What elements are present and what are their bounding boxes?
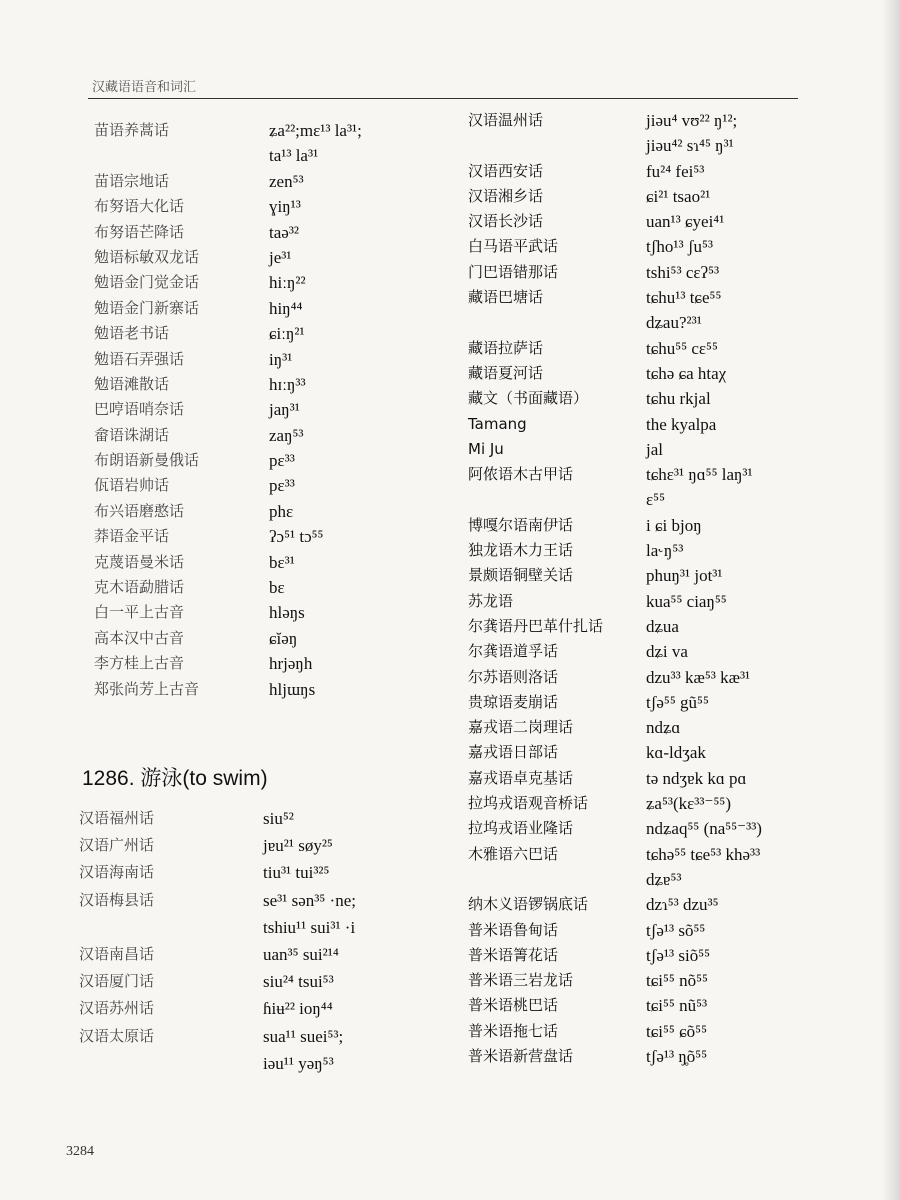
- phonetic-form: [269, 626, 297, 651]
- language-name: 郑张尚芳上古音: [94, 679, 200, 698]
- entry-row: [468, 184, 888, 209]
- entry-row: [468, 816, 888, 841]
- phonetic-form: [646, 513, 702, 538]
- entry-row: [94, 194, 434, 219]
- phonetic-form: [269, 473, 295, 498]
- entry-row: [468, 993, 888, 1018]
- phonetic-form-line: dʑi va: [646, 642, 688, 662]
- phonetic-form-line: tʃə¹³ siõ⁵⁵: [646, 945, 711, 965]
- phonetic-form: [646, 816, 762, 841]
- running-header-title: 汉藏语语音和词汇: [92, 80, 197, 95]
- phonetic-form: [269, 651, 312, 676]
- entry-row: [94, 524, 434, 549]
- phonetic-form: [269, 169, 304, 194]
- phonetic-form: [646, 740, 706, 765]
- entry-row: [94, 499, 434, 524]
- phonetic-form-line: tɕhə ɕa htaχ: [646, 363, 727, 383]
- phonetic-form: [269, 321, 305, 346]
- language-name: 尔龚语道孚话: [468, 642, 559, 661]
- phonetic-form: [646, 184, 710, 209]
- language-name: 汉语长沙话: [468, 212, 544, 231]
- language-name: 汉语西安话: [468, 161, 544, 180]
- phonetic-form: [269, 524, 324, 549]
- entry-row: [79, 859, 459, 886]
- language-name: 门巴语错那话: [468, 262, 559, 281]
- phonetic-form-line: tshiu¹¹ sui³¹ ·i: [263, 917, 356, 937]
- phonetic-form: [269, 118, 362, 169]
- entry-row: [94, 600, 434, 625]
- phonetic-form: [646, 993, 707, 1018]
- phonetic-form: [646, 159, 704, 184]
- phonetic-form-line: dzɿ⁵³ dzu³⁵: [646, 895, 719, 915]
- phonetic-form-line: hɪːŋ³³: [269, 374, 306, 394]
- phonetic-form-line: phɛ: [269, 501, 294, 521]
- section-heading: [82, 762, 268, 792]
- entry-row: [468, 918, 888, 943]
- entry-row: [468, 513, 888, 538]
- language-name: 拉坞戎语观音桥话: [468, 794, 589, 813]
- phonetic-form-line: tɕhu¹³ tɕe⁵⁵: [646, 288, 722, 308]
- entries-column-left-top: [94, 118, 434, 702]
- phonetic-form-line: bɛ³¹: [269, 552, 295, 572]
- phonetic-form-line: tɕi⁵⁵ nõ⁵⁵: [646, 971, 708, 991]
- phonetic-form: [269, 600, 305, 625]
- entry-row: [468, 209, 888, 234]
- entry-row: [468, 462, 888, 513]
- phonetic-form-line: ɦiʉ²² ioŋ⁴⁴: [263, 999, 333, 1019]
- language-name: 嘉戎语卓克基话: [468, 768, 574, 787]
- entry-row: [468, 766, 888, 791]
- phonetic-form-line: siu⁵²: [263, 809, 294, 828]
- entries-column-right: [468, 108, 888, 1069]
- phonetic-form: [263, 968, 334, 995]
- entry-row: [468, 715, 888, 740]
- language-name: 汉语梅县话: [79, 890, 155, 909]
- entry-row: [468, 1044, 888, 1069]
- phonetic-form: [646, 336, 718, 361]
- phonetic-form-line: ʑa²²;mɛ¹³ la³¹;: [269, 121, 362, 140]
- phonetic-form-line: taə³²: [269, 222, 300, 242]
- language-name: 苏龙语: [468, 591, 514, 610]
- phonetic-form-line: uan¹³ ɕyei⁴¹: [646, 212, 725, 232]
- entry-row: [79, 968, 459, 995]
- language-name: 佤语岩帅话: [94, 476, 170, 495]
- phonetic-form-line: hiŋ⁴⁴: [269, 298, 303, 318]
- entry-row: [468, 740, 888, 765]
- phonetic-form-line: the kyalpa: [646, 414, 717, 434]
- entry-row: [94, 270, 434, 295]
- phonetic-form: [269, 423, 304, 448]
- entry-row: [468, 665, 888, 690]
- phonetic-form-line: hləŋs: [269, 603, 305, 623]
- language-name: 克蔑语曼米话: [94, 552, 185, 571]
- phonetic-form: [269, 448, 295, 473]
- language-name: 藏语夏河话: [468, 363, 544, 382]
- entry-row: [468, 614, 888, 639]
- entry-row: [468, 437, 888, 462]
- phonetic-form-line: jɐu²¹ søy²⁵: [263, 836, 333, 856]
- phonetic-form: [646, 943, 710, 968]
- language-name: 汉语湘乡话: [468, 186, 544, 205]
- page-number: 3284: [66, 1144, 94, 1159]
- phonetic-form-line: dʑua: [646, 616, 679, 636]
- entry-row: [468, 361, 888, 386]
- phonetic-form-line: siu²⁴ tsui⁵³: [263, 972, 334, 992]
- language-name: 布努语芒降话: [94, 222, 185, 241]
- language-name: 高本汉中古音: [94, 628, 185, 647]
- phonetic-form-line: ndʑɑ: [646, 718, 681, 738]
- entry-row: [468, 842, 888, 893]
- phonetic-form: [269, 499, 293, 524]
- phonetic-form-line: zen⁵³: [269, 171, 304, 191]
- entry-row: [79, 941, 459, 968]
- section-number: 1286.: [82, 767, 135, 790]
- language-name: 汉语海南话: [79, 863, 155, 882]
- phonetic-form: [263, 832, 333, 859]
- entry-row: [468, 412, 888, 437]
- phonetic-form-line: ndʑaq⁵⁵ (na⁵⁵⁻³³): [646, 819, 762, 839]
- phonetic-form: [646, 791, 731, 816]
- language-name: 纳木义语锣锅底话: [468, 895, 589, 914]
- language-name: 汉语福州话: [79, 809, 155, 827]
- phonetic-form-line: fu²⁴ fei⁵³: [646, 161, 705, 181]
- entry-row: [468, 336, 888, 361]
- phonetic-form-line: tɕhu rkjal: [646, 389, 711, 409]
- phonetic-form-line: ɛ⁵⁵: [646, 490, 665, 510]
- phonetic-form: [269, 575, 285, 600]
- phonetic-form: [646, 842, 760, 893]
- language-name: 李方桂上古音: [94, 654, 185, 673]
- language-name: 阿侬语木古甲话: [468, 465, 574, 484]
- phonetic-form-line: tʃə¹³ sõ⁵⁵: [646, 920, 706, 940]
- language-name: 贵琼语麦崩话: [468, 692, 559, 711]
- entry-row: [468, 108, 888, 159]
- language-name: 博嘎尔语南伊话: [468, 515, 574, 534]
- phonetic-form: [263, 859, 329, 886]
- phonetic-form: [646, 766, 746, 791]
- phonetic-form-line: ta¹³ la³¹: [269, 146, 319, 166]
- phonetic-form-line: sua¹¹ suei⁵³;: [263, 1026, 344, 1046]
- phonetic-form-line: jiəu⁴² sɿ⁴⁵ ŋ³¹: [646, 136, 734, 156]
- phonetic-form-line: tɕi⁵⁵ ɕõ⁵⁵: [646, 1021, 707, 1041]
- phonetic-form: [646, 918, 705, 943]
- phonetic-form-line: ɕi²¹ tsao²¹: [646, 186, 711, 206]
- entry-row: [94, 423, 434, 448]
- entry-row: [79, 887, 459, 941]
- phonetic-form-line: tʃho¹³ ʃu⁵³: [646, 237, 714, 257]
- phonetic-form-line: uan³⁵ sui²¹⁴: [263, 944, 339, 964]
- phonetic-form: [269, 397, 300, 422]
- entry-row: [94, 321, 434, 346]
- language-name: 普米语箐花话: [468, 945, 559, 964]
- phonetic-form-line: hrjəŋh: [269, 654, 313, 674]
- phonetic-form-line: la˞ŋ⁵³: [646, 541, 684, 561]
- language-name: Mi Ju: [468, 439, 504, 458]
- entry-row: [468, 589, 888, 614]
- entry-row: [468, 943, 888, 968]
- language-name: 白一平上古音: [94, 603, 185, 622]
- phonetic-form: [263, 805, 294, 832]
- phonetic-form-line: iəu¹¹ yəŋ⁵³: [263, 1053, 334, 1073]
- phonetic-form: [263, 941, 339, 968]
- phonetic-form-line: hiːŋ²²: [269, 273, 306, 293]
- language-name: 藏语巴塘话: [468, 288, 544, 307]
- language-name: Tamang: [468, 414, 527, 433]
- entry-row: [468, 791, 888, 816]
- phonetic-form: [646, 462, 753, 513]
- phonetic-form-line: tɕi⁵⁵ nũ⁵³: [646, 996, 708, 1016]
- phonetic-form-line: dʑɐ⁵³: [646, 869, 682, 889]
- entry-row: [468, 538, 888, 563]
- phonetic-form: [646, 108, 737, 159]
- language-name: 汉语南昌话: [79, 944, 155, 963]
- language-name: 汉语厦门话: [79, 972, 155, 991]
- phonetic-form-line: tiu³¹ tui³²⁵: [263, 863, 330, 883]
- phonetic-form-line: tshi⁵³ cɛʔ⁵³: [646, 262, 720, 282]
- entry-row: [468, 386, 888, 411]
- language-name: 尔龚语丹巴革什扎话: [468, 616, 604, 635]
- entry-row: [94, 651, 434, 676]
- section-title: 游泳(to swim): [140, 767, 268, 790]
- phonetic-form-line: phuŋ³¹ jot³¹: [646, 566, 723, 586]
- phonetic-form-line: ɣiŋ¹³: [269, 197, 301, 217]
- phonetic-form: [646, 892, 719, 917]
- phonetic-form-line: jiəu⁴ vʊ²² ŋ¹²;: [646, 111, 738, 130]
- phonetic-form: [269, 296, 303, 321]
- entry-row: [79, 1023, 459, 1077]
- language-name: 尔苏语则洛话: [468, 667, 559, 686]
- entry-row: [94, 473, 434, 498]
- entry-row: [94, 118, 434, 169]
- phonetic-form: [269, 347, 292, 372]
- language-name: 普米语三岩龙话: [468, 971, 574, 990]
- entry-row: [94, 397, 434, 422]
- phonetic-form: [646, 1019, 707, 1044]
- phonetic-form-line: jaŋ³¹: [269, 400, 300, 420]
- entry-row: [79, 832, 459, 859]
- running-header: [88, 76, 798, 99]
- entry-row: [94, 220, 434, 245]
- phonetic-form-line: tɕhə⁵⁵ tɕe⁵³ khə³³: [646, 844, 761, 864]
- phonetic-form-line: kua⁵⁵ ciaŋ⁵⁵: [646, 591, 727, 611]
- phonetic-form: [646, 234, 713, 259]
- language-name: 普米语桃巴话: [468, 996, 559, 1015]
- language-name: 白马语平武话: [468, 237, 559, 256]
- phonetic-form: [269, 677, 315, 702]
- phonetic-form-line: bɛ: [269, 578, 285, 598]
- phonetic-form-line: tʃə¹³ ŋ̥õ⁵⁵: [646, 1046, 708, 1066]
- entry-row: [94, 372, 434, 397]
- language-name: 勉语滩散话: [94, 374, 170, 393]
- phonetic-form-line: pɛ³³: [269, 451, 295, 471]
- language-name: 汉语苏州话: [79, 999, 155, 1018]
- phonetic-form: [646, 589, 727, 614]
- entry-row: [468, 285, 888, 336]
- phonetic-form: [646, 386, 711, 411]
- entry-row: [94, 169, 434, 194]
- language-name: 拉坞戎语业隆话: [468, 819, 574, 838]
- phonetic-form: [646, 538, 683, 563]
- entry-row: [94, 245, 434, 270]
- language-name: 嘉戎语二岗理话: [468, 718, 574, 737]
- phonetic-form-line: je³¹: [269, 247, 292, 267]
- language-name: 藏语拉萨话: [468, 338, 544, 357]
- language-name: 克木语勐腊话: [94, 578, 185, 597]
- entry-row: [468, 968, 888, 993]
- phonetic-form: [646, 690, 709, 715]
- phonetic-form: [269, 245, 291, 270]
- entry-row: [468, 159, 888, 184]
- phonetic-form: [646, 968, 708, 993]
- entry-row: [468, 892, 888, 917]
- phonetic-form: [263, 995, 333, 1022]
- phonetic-form-line: ʑa⁵³(kɛ³³⁻⁵⁵): [646, 794, 731, 814]
- phonetic-form: [646, 285, 721, 336]
- language-name: 勉语金门新寨话: [94, 298, 200, 317]
- language-name: 汉语太原话: [79, 1026, 155, 1045]
- language-name: 普米语新营盘话: [468, 1046, 574, 1065]
- entry-row: [94, 296, 434, 321]
- entry-row: [468, 639, 888, 664]
- language-name: 勉语金门觉金话: [94, 273, 200, 292]
- phonetic-form-line: jal: [646, 439, 663, 459]
- phonetic-form: [263, 1023, 343, 1077]
- phonetic-form: [646, 437, 663, 462]
- entry-row: [94, 347, 434, 372]
- phonetic-form-line: tʃə⁵⁵ gũ⁵⁵: [646, 692, 709, 712]
- language-name: 苗语宗地话: [94, 171, 170, 190]
- phonetic-form-line: dzu³³ kæ⁵³ kæ³¹: [646, 667, 751, 687]
- phonetic-form-line: tɕhu⁵⁵ cɛ⁵⁵: [646, 338, 718, 358]
- phonetic-form: [646, 1044, 707, 1069]
- language-name: 勉语石弄强话: [94, 349, 185, 368]
- phonetic-form: [646, 614, 679, 639]
- language-name: 景颇语铜壁关话: [468, 566, 574, 585]
- phonetic-form: [269, 550, 295, 575]
- phonetic-form: [646, 361, 726, 386]
- language-name: 普米语鲁甸话: [468, 920, 559, 939]
- language-name: 苗语养蒿话: [94, 121, 170, 139]
- phonetic-form-line: hljɯŋs: [269, 679, 316, 699]
- language-name: 勉语老书话: [94, 324, 170, 343]
- phonetic-form-line: zaŋ⁵³: [269, 425, 304, 445]
- entry-row: [468, 690, 888, 715]
- language-name: 布朗语新曼俄话: [94, 451, 200, 470]
- phonetic-form: [646, 639, 688, 664]
- entry-row: [468, 563, 888, 588]
- phonetic-form: [269, 194, 301, 219]
- phonetic-form-line: i ɕi bjoŋ: [646, 515, 702, 535]
- language-name: 木雅语六巴话: [468, 844, 559, 863]
- entry-row: [79, 805, 459, 832]
- language-name: 布努语大化话: [94, 197, 185, 216]
- phonetic-form-line: ɕĭəŋ: [269, 628, 298, 648]
- phonetic-form-line: tə ndʒɐk kɑ pɑ: [646, 768, 747, 788]
- language-name: 独龙语木力王话: [468, 541, 574, 560]
- language-name: 巴哼语哨奈话: [94, 400, 185, 419]
- entry-row: [468, 234, 888, 259]
- entry-row: [79, 995, 459, 1022]
- entries-column-left-bottom: [79, 805, 459, 1077]
- phonetic-form: [646, 260, 719, 285]
- phonetic-form-line: ʔɔ⁵¹ tɔ⁵⁵: [269, 527, 324, 547]
- language-name: 勉语标敏双龙话: [94, 247, 200, 266]
- phonetic-form: [646, 665, 750, 690]
- phonetic-form: [269, 270, 306, 295]
- language-name: 布兴语磨憨话: [94, 501, 185, 520]
- entry-row: [94, 677, 434, 702]
- phonetic-form: [269, 372, 306, 397]
- phonetic-form: [646, 209, 724, 234]
- language-name: 嘉戎语日部话: [468, 743, 559, 762]
- phonetic-form-line: kɑ-ldʒak: [646, 743, 706, 763]
- phonetic-form: [646, 412, 716, 437]
- entry-row: [468, 1019, 888, 1044]
- phonetic-form-line: dʑau?²³¹: [646, 313, 702, 333]
- entry-row: [94, 626, 434, 651]
- language-name: 莽语金平话: [94, 527, 170, 546]
- entry-row: [468, 260, 888, 285]
- phonetic-form: [646, 563, 723, 588]
- phonetic-form: [263, 887, 356, 941]
- language-name: 汉语广州话: [79, 836, 155, 855]
- language-name: 普米语拖七话: [468, 1021, 559, 1040]
- phonetic-form-line: pɛ³³: [269, 476, 295, 496]
- language-name: 汉语温州话: [468, 111, 544, 129]
- phonetic-form-line: se³¹ sən³⁵ ·ne;: [263, 890, 356, 910]
- phonetic-form: [269, 220, 299, 245]
- entry-row: [94, 550, 434, 575]
- phonetic-form-line: tɕhɛ³¹ ŋɑ⁵⁵ laŋ³¹: [646, 465, 753, 485]
- phonetic-form-line: ɕiːŋ²¹: [269, 324, 305, 344]
- language-name: 畲语诛湖话: [94, 425, 170, 444]
- phonetic-form-line: iŋ³¹: [269, 349, 293, 369]
- entry-row: [94, 448, 434, 473]
- entry-row: [94, 575, 434, 600]
- language-name: 藏文（书面藏语）: [468, 389, 589, 408]
- phonetic-form: [646, 715, 680, 740]
- page-edge-shadow: [882, 0, 900, 1200]
